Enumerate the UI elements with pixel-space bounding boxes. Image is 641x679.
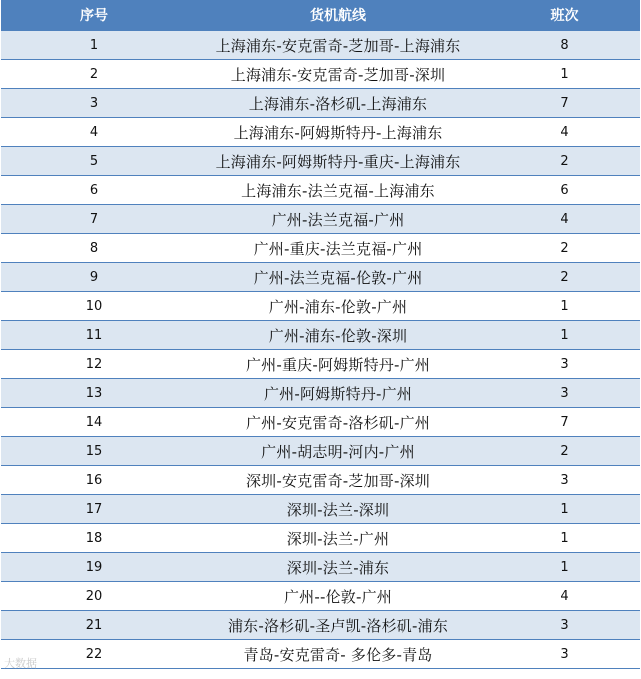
row-number: 20: [1, 582, 187, 611]
table-row: [1, 524, 640, 553]
row-route: 广州-法兰克福-伦敦-广州: [187, 263, 489, 292]
row-route: 广州--伦敦-广州: [187, 582, 489, 611]
row-flights: 3: [489, 350, 640, 379]
watermark: 大数据: [4, 657, 37, 670]
row-flights: 2: [489, 147, 640, 176]
row-number: 4: [1, 118, 187, 147]
row-number: 17: [1, 495, 187, 524]
table-row: [1, 292, 640, 321]
row-flights: 2: [489, 234, 640, 263]
row-flights: 7: [489, 89, 640, 118]
row-number: 12: [1, 350, 187, 379]
row-flights: 2: [489, 263, 640, 292]
row-route: 深圳-法兰-深圳: [187, 495, 489, 524]
row-flights: 3: [489, 640, 640, 669]
row-flights: 3: [489, 379, 640, 408]
row-number: 13: [1, 379, 187, 408]
row-route: 上海浦东-安克雷奇-芝加哥-深圳: [187, 60, 489, 89]
row-route: 广州-浦东-伦敦-广州: [187, 292, 489, 321]
table-row: [1, 60, 640, 89]
table-row: [1, 89, 640, 118]
header-flights: 班次: [489, 0, 640, 31]
row-route: 上海浦东-洛杉矶-上海浦东: [187, 89, 489, 118]
table-row: [1, 147, 640, 176]
table-row: [1, 205, 640, 234]
header-no: 序号: [1, 0, 187, 31]
table-row: [1, 234, 640, 263]
row-number: 14: [1, 408, 187, 437]
row-flights: 1: [489, 553, 640, 582]
row-route: 广州-安克雷奇-洛杉矶-广州: [187, 408, 489, 437]
table-row: [1, 437, 640, 466]
row-route: 广州-法兰克福-广州: [187, 205, 489, 234]
row-flights: 6: [489, 176, 640, 205]
row-number: 2: [1, 60, 187, 89]
row-number: 9: [1, 263, 187, 292]
row-route: 浦东-洛杉矶-圣卢凯-洛杉矶-浦东: [187, 611, 489, 640]
row-flights: 1: [489, 60, 640, 89]
table-row: [1, 118, 640, 147]
row-number: 7: [1, 205, 187, 234]
row-flights: 1: [489, 524, 640, 553]
row-number: 10: [1, 292, 187, 321]
row-route: 广州-重庆-法兰克福-广州: [187, 234, 489, 263]
row-route: 上海浦东-安克雷奇-芝加哥-上海浦东: [187, 31, 489, 60]
row-number: 11: [1, 321, 187, 350]
row-flights: 4: [489, 582, 640, 611]
table-row: [1, 640, 640, 669]
row-flights: 4: [489, 118, 640, 147]
row-number: 6: [1, 176, 187, 205]
row-route: 青岛-安克雷奇- 多伦多-青岛: [187, 640, 489, 669]
table-row: [1, 553, 640, 582]
table-row: [1, 31, 640, 60]
row-flights: 3: [489, 611, 640, 640]
row-flights: 8: [489, 31, 640, 60]
table-row: [1, 321, 640, 350]
row-route: 广州-胡志明-河内-广州: [187, 437, 489, 466]
table-row: [1, 582, 640, 611]
row-route: 广州-浦东-伦敦-深圳: [187, 321, 489, 350]
table-row: [1, 379, 640, 408]
table-row: [1, 408, 640, 437]
row-number: 15: [1, 437, 187, 466]
row-route: 深圳-法兰-浦东: [187, 553, 489, 582]
row-flights: 7: [489, 408, 640, 437]
row-number: 1: [1, 31, 187, 60]
row-number: 5: [1, 147, 187, 176]
row-route: 上海浦东-法兰克福-上海浦东: [187, 176, 489, 205]
row-flights: 1: [489, 495, 640, 524]
row-flights: 3: [489, 466, 640, 495]
row-flights: 4: [489, 205, 640, 234]
table-row: [1, 176, 640, 205]
row-number: 8: [1, 234, 187, 263]
row-flights: 2: [489, 437, 640, 466]
row-number: 18: [1, 524, 187, 553]
table-row: [1, 495, 640, 524]
row-number: 22: [1, 640, 187, 669]
header-row: [1, 0, 640, 31]
table-row: [1, 350, 640, 379]
row-number: 21: [1, 611, 187, 640]
table-row: [1, 263, 640, 292]
row-number: 19: [1, 553, 187, 582]
row-route: 深圳-法兰-广州: [187, 524, 489, 553]
row-route: 深圳-安克雷奇-芝加哥-深圳: [187, 466, 489, 495]
table-row: [1, 466, 640, 495]
row-route: 上海浦东-阿姆斯特丹-重庆-上海浦东: [187, 147, 489, 176]
header-route: 货机航线: [187, 0, 489, 31]
row-route: 上海浦东-阿姆斯特丹-上海浦东: [187, 118, 489, 147]
row-number: 3: [1, 89, 187, 118]
table-row: [1, 611, 640, 640]
row-flights: 1: [489, 321, 640, 350]
row-flights: 1: [489, 292, 640, 321]
row-route: 广州-重庆-阿姆斯特丹-广州: [187, 350, 489, 379]
cargo-route-table: [1, 0, 640, 669]
row-route: 广州-阿姆斯特丹-广州: [187, 379, 489, 408]
row-number: 16: [1, 466, 187, 495]
